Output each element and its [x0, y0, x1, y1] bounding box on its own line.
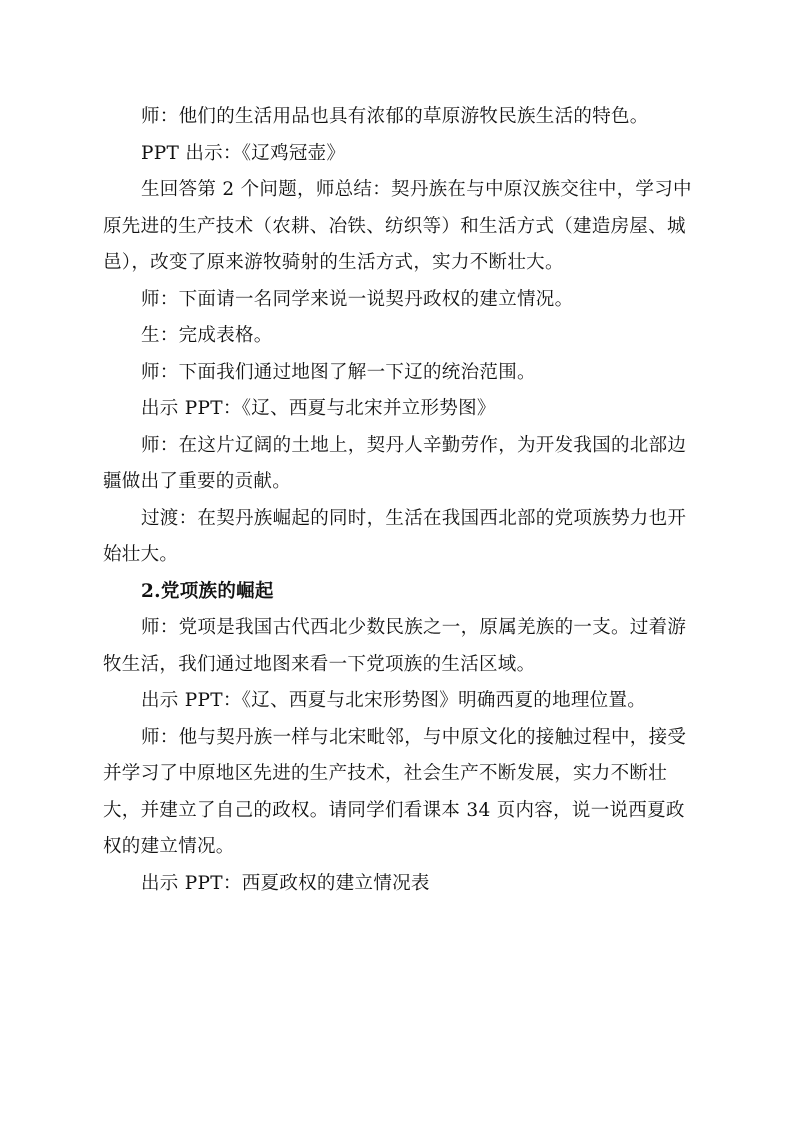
paragraph-ppt-show-pot: PPT 出示：《辽鸡冠壶》	[141, 142, 346, 164]
paragraph-ppt-xixia-table: 出示 PPT：西夏政权的建立情况表	[141, 872, 430, 894]
paragraph-teacher-contribution: 师：在这片辽阔的土地上，契丹人辛勤劳作，为开发我国的北部边疆做出了重要的贡献。	[103, 434, 687, 492]
paragraph-ppt-xixia-map: 出示 PPT：《辽、西夏与北宋形势图》明确西夏的地理位置。	[141, 690, 647, 711]
section-heading: 2.党项族的崛起	[141, 580, 274, 602]
paragraph-dangxiang-intro: 师：党项是我国古代西北少数民族之一，原属羌族的一支。过着游牧生活，我们通过地图来看一下党项族的生活区域。	[103, 617, 687, 675]
document-body	[103, 99, 693, 902]
paragraph-transition: 过渡：在契丹族崛起的同时，生活在我国西北部的党项族势力也开始壮大。	[103, 507, 687, 565]
paragraph-student-task: 生：完成表格。	[141, 325, 273, 346]
paragraph-summary: 生回答第 2 个问题，师总结：契丹族在与中原汉族交往中，学习中原先进的生产技术（农耕、冶铁、纺织等）和生活方式（建造房屋、城邑），改变了原来游牧骑射的生活方式，实力不断壮大。	[103, 179, 692, 273]
paragraph-teacher-remark: 师：他们的生活用品也具有浓郁的草原游牧民族生活的特色。	[141, 106, 649, 127]
paragraph-teacher-ask: 师：下面请一名同学来说一说契丹政权的建立情况。	[141, 288, 574, 310]
paragraph-teacher-map: 师：下面我们通过地图了解一下辽的统治范围。	[141, 361, 536, 383]
paragraph-teacher-xixia: 师：他与契丹族一样与北宋毗邻，与中原文化的接触过程中，接受并学习了中原地区先进的生产技术，社会生产不断发展，实力不断壮大，并建立了自己的政权。请同学们看课本 34 页内容，说一说西夏政权的建立情况。	[103, 726, 687, 857]
paragraph-ppt-map: 出示 PPT：《辽、西夏与北宋并立形势图》	[141, 398, 496, 419]
